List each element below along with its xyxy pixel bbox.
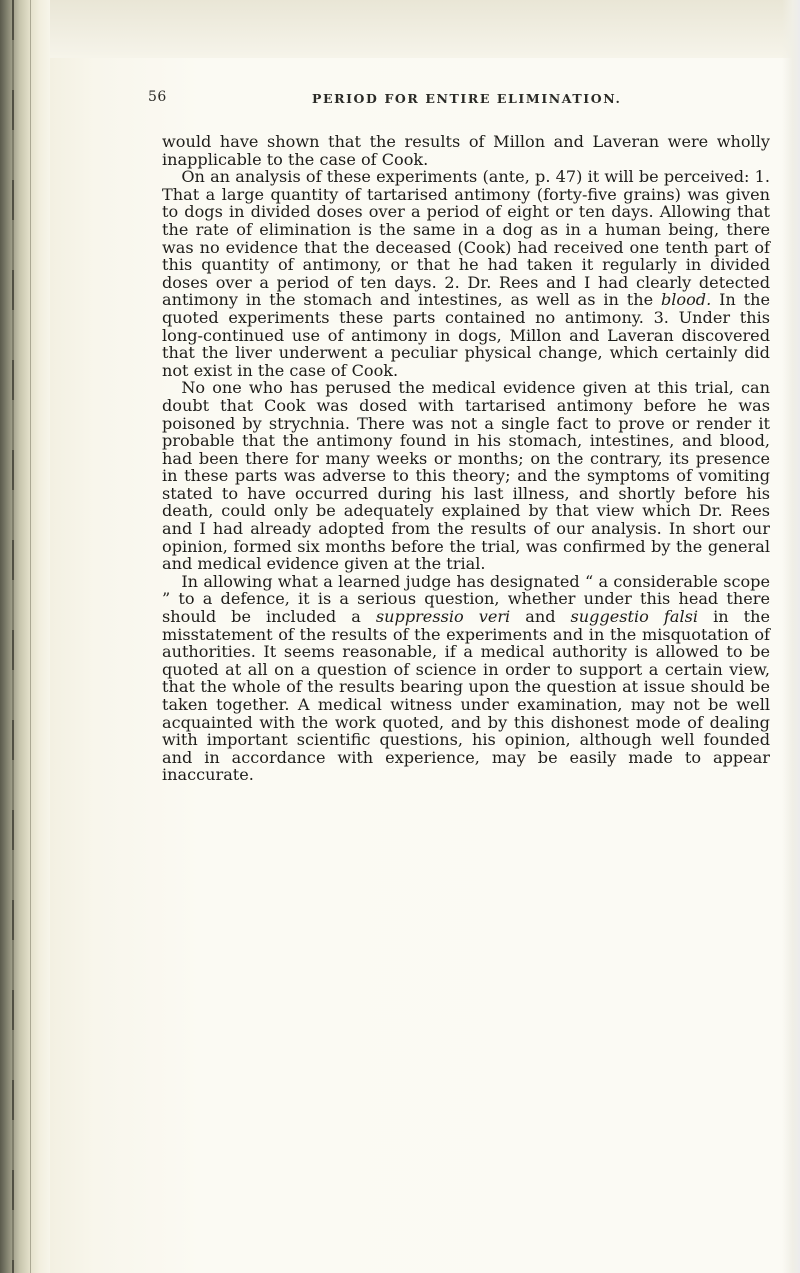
paragraph-2-italic: blood.	[660, 290, 712, 310]
page-number: 56	[148, 89, 167, 105]
body-text	[162, 133, 770, 784]
page-top-shadow	[50, 0, 800, 58]
book-binding-edge	[0, 0, 50, 1273]
paragraph-2-text: On an analysis of these experiments (ante, p. 47) it will be perceived: 1. That a large quantity of tartarised antimony (forty-five grains) was given to dogs in divided doses over a period of eight or ten days. Allowing that the rate of elimination is the same in a dog as in a human being, there was no evidence that the deceased (Cook) had received one tenth part of this quantity of antimony, or that he had taken it regularly in divided doses over a period of ten days. 2. Dr. Rees and I had clearly detected antimony in the stomach and intestines, as well as in the	[162, 167, 770, 310]
paragraph-4-italic-1: suppressio veri	[375, 607, 511, 627]
paragraph-3	[162, 379, 770, 573]
paragraph-2-tail: In the quoted experiments these parts contained no antimony. 3. Under this long-continued use of antimony in dogs, Millon and Laveran discovered that the liver underwent a peculiar physical change, which certainly did not exist in the case of Cook.	[162, 290, 770, 380]
paragraph-4-italic-2: suggestio falsi	[570, 607, 699, 627]
paragraph-1-text: would have shown that the results of Millon and Laveran were wholly inapplicable to the case of Cook.	[162, 132, 770, 169]
paragraph-3-text: No one who has perused the medical evidence given at this trial, can doubt that Cook was dosed with tartarised antimony before he was poisoned by strychnia. There was not a single fact to prove or render it probable that the antimony found in his stomach, intestines, and blood, had been there for many weeks or months; on the contrary, its presence in these parts was adverse to this theory; and the symptoms of vomiting stated to have occurred during his last illness, and shortly before his death, could only be adequately explained by that view which Dr. Rees and I had already adopted from the results of our analysis. In short our opinion, formed six months before the trial, was confirmed by the general and medical evidence given at the trial.	[162, 378, 770, 574]
running-head-title: PERIOD FOR ENTIRE ELIMINATION.	[312, 91, 622, 106]
paragraph-4-text-b: and	[525, 607, 556, 627]
paragraph-2	[162, 168, 770, 379]
paragraph-1	[162, 133, 770, 168]
page-right-edge	[782, 0, 800, 1273]
paragraph-4-text-a: In allowing what a learned judge has designated “ a considerable scope ” to a defence, it is a serious question, whether under this head there should be included a	[162, 571, 770, 627]
paragraph-4-text-c: in the misstatement of the results of the experiments and in the misquotation of authorities. It seems reasonable, if a medical authority is allowed to be quoted at all on a question of science in order to support a certain view, that the whole of the results bearing upon the question at issue should be taken together. A medical witness under examination, may not be well acquainted with the work quoted, and by this dishonest mode of dealing with important scientific questions, his opinion, although well founded and in accordance with experience, may be easily made to appear inaccurate.	[162, 607, 770, 785]
paragraph-4	[162, 573, 770, 784]
running-head	[148, 89, 748, 111]
